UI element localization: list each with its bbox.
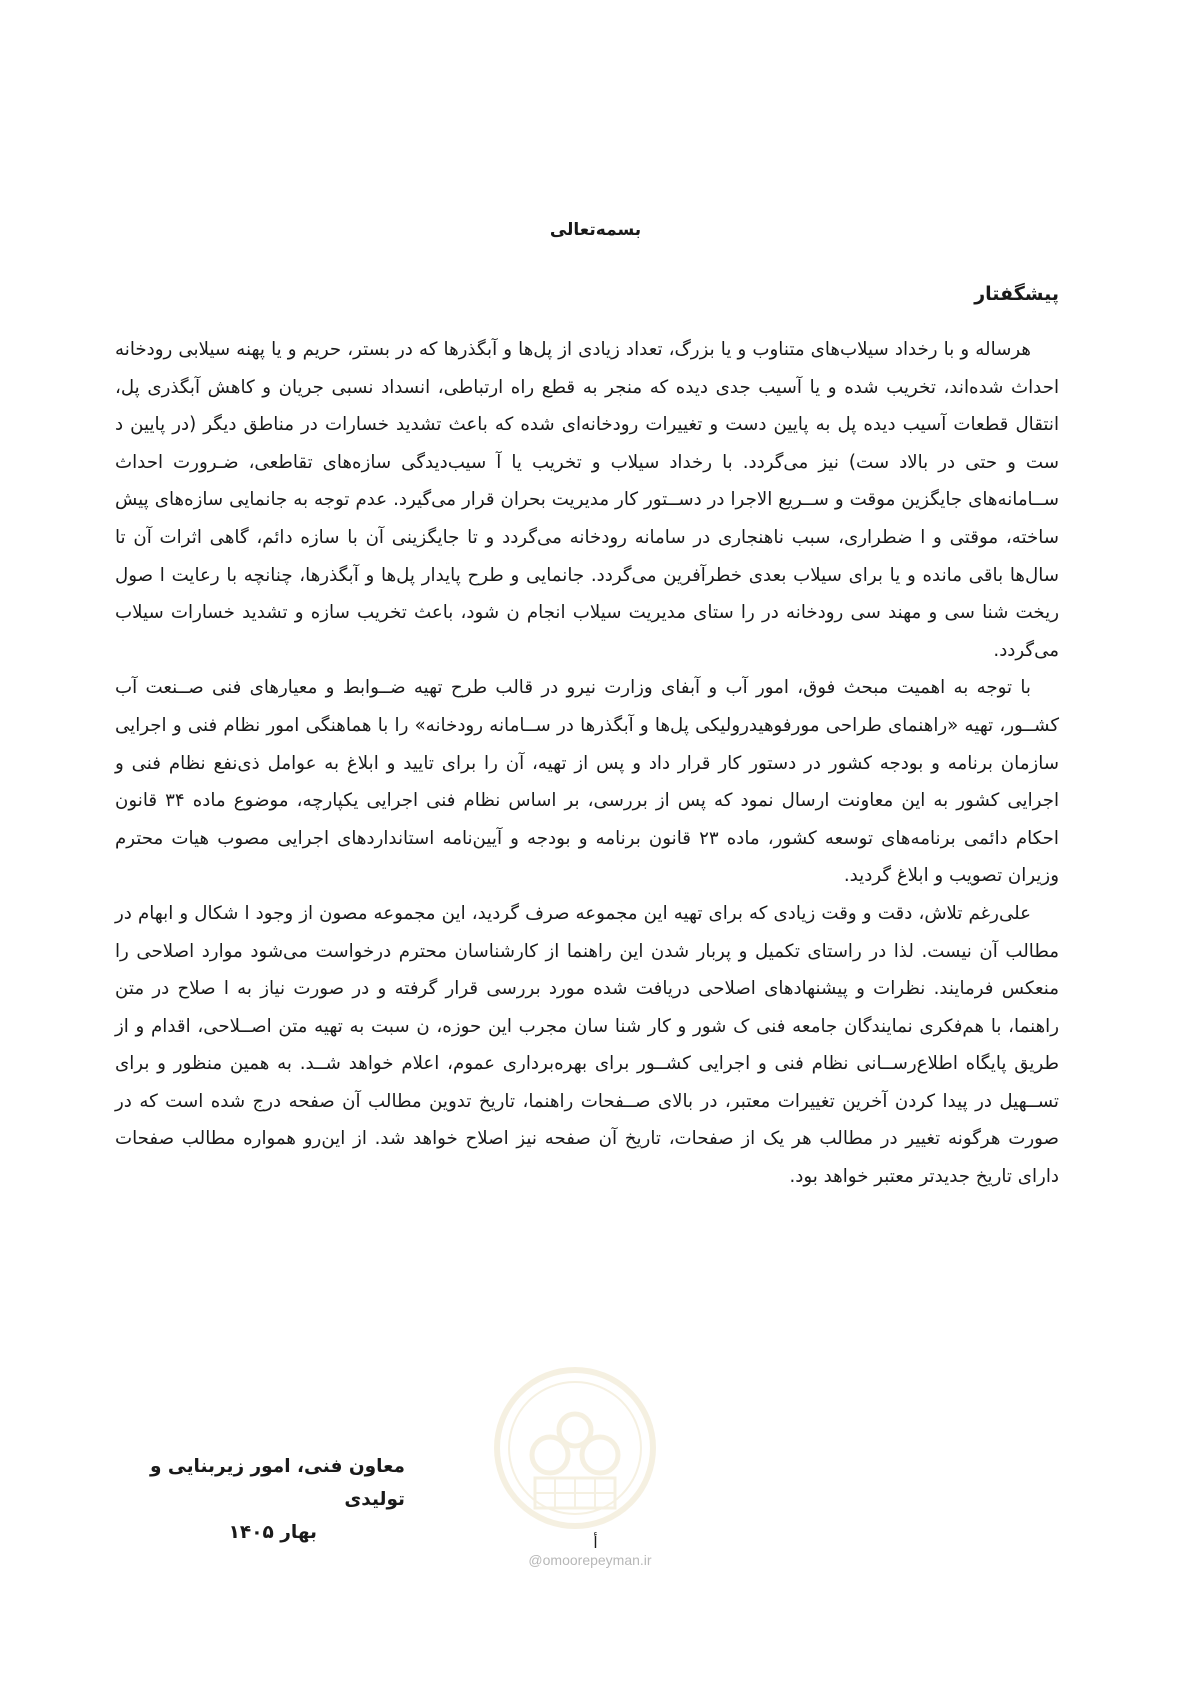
paragraph-1: هرساله و با رخداد سیلاب‌های متناوب و یا بزرگ، تعداد زیادی از پل‌ها و آبگذرها که در بستر، حریم و یا پهنه سیلابی رودخانه احداث شده‌اند، تخریب شده و یا آسیب جدی دیده که منجر به قطع راه ارتباطی، انسداد نسبی جریان و کاهش آبگذری پل، انتقال قطعات آسیب دیده پل به پایین دست و تغییرات رودخانه‌ای شده که باعث تشدید خسارات در مناطق دیگر (در پایین د ست و حتی در بالاد ست) نیز می‌گردد. با رخداد سیلاب و تخریب یا آ سیب‌دیدگی سازه‌های تقاطعی، ضـرورت احداث ســامانه‌های جایگزین موقت و ســریع الاجرا در دســتور کار مدیریت بحران قرار می‌گیرد. عدم توجه به جانمایی سازه‌های پیش ساخته، موقتی و ا ضطراری، سبب ناهنجاری در سامانه رودخانه می‌گردد و تا جایگزینی آن با سازه دائم، گاهی اثرات آن تا سال‌ها باقی مانده و یا برای سیلاب بعدی خطرآفرین می‌گردد. جانمایی و طرح پایدار پل‌ها و آبگذرها، چنانچه با رعایت ا صول ریخت شنا سی و مهند سی رودخانه در را ستای مدیریت سیلاب انجام ن شود، باعث تخریب سازه و تشدید خسارات سیلاب می‌گردد. bbox=[115, 339, 1059, 661]
body-text bbox=[115, 331, 1059, 1196]
paragraph-2: با توجه به اهمیت مبحث فوق، امور آب و آبفای وزارت نیرو در قالب طرح تهیه ضــوابط و معیارهای فنی صــنعت آب کشــور، تهیه «راهنمای طراحی مورفوهیدرولیکی پل‌ها و آبگذرها در ســامانه رودخانه» را با هماهنگی امور نظام فنی و اجرایی سازمان برنامه و بودجه کشور در دستور کار قرار داد و پس از تهیه، آن را برای تایید و ابلاغ به عوامل ذی‌نفع نظام فنی و اجرایی کشور به این معاونت ارسال نمود که پس از بررسی، بر اساس نظام فنی اجرایی یکپارچه، موضوع ماده ۳۴ قانون احکام دائمی برنامه‌های توسعه کشور، ماده ۲۳ قانون برنامه و بودجه و آیین‌نامه استانداردهای اجرایی مصوب هیات محترم وزیران تصویب و ابلاغ گردید. bbox=[115, 677, 1059, 887]
seal-logo-icon bbox=[490, 1360, 660, 1550]
page-number: أ bbox=[593, 1533, 598, 1552]
signature-date: بهار ۱۴۰۵ bbox=[228, 1522, 317, 1543]
basmala-heading: بسمه‌تعالی bbox=[549, 220, 642, 240]
paragraph-3: علی‌رغم تلاش، دقت و وقت زیادی که برای تهیه این مجموعه صرف گردید، این مجموعه مصون از وجود ا شکال و ابهام در مطالب آن نیست. لذا در راستای تکمیل و پربار شدن این راهنما از کارشناسان محترم درخواست می‌شود موارد اصلاحی را منعکس فرمایند. نظرات و پیشنهادهای اصلاحی دریافت شده مورد بررسی قرار گرفته و در صورت نیاز به ا صلاح در متن راهنما، با هم‌فکری نمایندگان جامعه فنی ک شور و کار شنا سان مجرب این حوزه، ن سبت به تهیه متن اصــلاحی، اقدام و از طریق پایگاه اطلاع‌رســانی نظام فنی و اجرایی کشــور برای بهره‌برداری عموم، اعلام خواهد شــد. به همین منظور و برای تســهیل در پیدا کردن آخرین تغییرات معتبر، در بالای صــفحات راهنما، تاریخ تدوین مطالب آن صفحه درج شده است که در صورت هرگونه تغییر در مطالب هر یک از صفحات، تاریخ آن صفحه نیز اصلاح خواهد شد. از این‌رو همواره مطالب صفحات دارای تاریخ جدیدتر معتبر خواهد بود. bbox=[115, 902, 1059, 1188]
signature-title: معاون فنی، امور زیربنایی و تولیدی bbox=[149, 1456, 405, 1510]
section-title: پیشگفتار bbox=[974, 283, 1059, 305]
watermark-text: @omoorepeyman.ir bbox=[528, 1552, 652, 1568]
